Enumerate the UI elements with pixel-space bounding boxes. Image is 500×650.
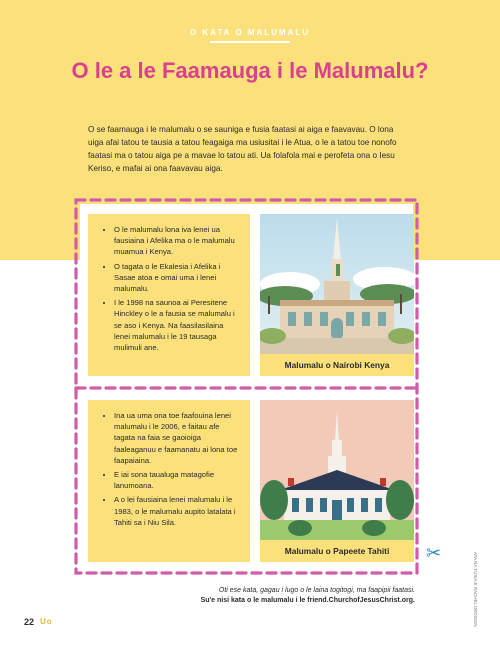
section-kicker: O KATA O MALUMALU [189,28,311,37]
fact-item: • E iai sona taualuga matagofie lanumoana. [114,469,238,491]
cut-instruction-text: Oti ese kata, gagau i lugo o le laina togitogi, ma faapipii faatasi. [218,587,415,594]
page-number: 22 [24,617,35,627]
illustration-credit: ATA NA TUSIA E RACHEL DEDISON [473,552,478,627]
magazine-name: Uo [40,617,53,626]
more-cards-link-text: Su'e nisi kata o le malumalu i le friend.ChurchofJesusChrist.org. [200,597,415,604]
fact-item: • I le 1998 na saunoa ai Peresitene Hinckley o le a fausia se malumalu i se aso i Kenya. Na faasilasilaina lenei malumalu i le 19 tausaga mulimuli ane. [114,297,238,353]
card-caption: Malumalu o Nairobi Kenya [260,354,414,376]
scissors-icon: ✂ [426,543,442,563]
card-papeete-facts [88,400,250,562]
fact-item: • O tagata o le Ekalesia i Afelika i Sasae atoa e omai uma i lenei malumalu. [114,261,238,295]
papeete-temple-picture [260,400,414,562]
intro-paragraph: O se faamauga i le malumalu o se sauniga e fusia faatasi ai aiga e faavavau. O lona uiga afai tatou te tausia a tatou feagaiga ma usiusitai i le Atua, o le a tatou toe nonofo faatasi ma o tatou aiga pe a mavae lo tatou ati. Ua folafola mai e perofeta ona o Iesu Keriso, e mafai ai ona faavavau aiga. [88,125,397,173]
kicker-underline [210,41,290,43]
card-nairobi-facts [88,214,250,376]
cut-instructions [150,586,415,606]
nairobi-temple-illustration [260,214,414,376]
fact-item: • O le malumalu lona iva lenei ua fausiaina i Afelika ma o le malumalu muamua i Kenya. [114,224,238,258]
fact-item: • Ina ua uma ona toe faafouina lenei malumalu i le 2006, e faitau afe tagata na faia se gaoioiga faaleaganuu e faamanatu ai lona toe faapaiaina. [114,410,238,466]
fact-item: • A o lei fausiaina lenei malumalu i le 1983, o le malumalu aupito latalata i Tahiti sa i Niu Sila. [114,494,238,528]
papeete-temple-illustration [260,400,414,562]
nairobi-temple-picture [260,214,414,376]
page-title: O le a le Faamauga i le Malumalu? [71,58,429,83]
card-caption: Malumalu o Papeete Tahiti [260,540,414,562]
